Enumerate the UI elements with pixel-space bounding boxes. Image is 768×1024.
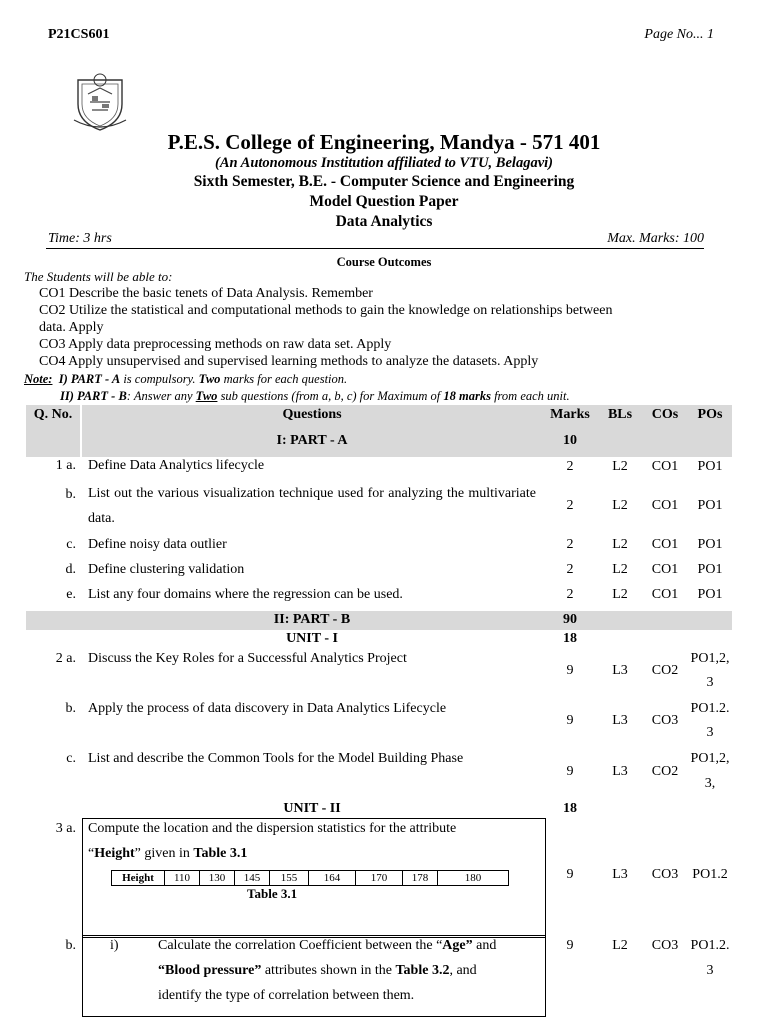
table-cell: 110 — [165, 871, 200, 886]
part-b-title: II: PART - B — [273, 612, 351, 627]
note-part-a: I) PART - A — [58, 372, 121, 386]
page-number: Page No... 1 — [644, 27, 714, 42]
question-text: Discuss the Key Roles for a Successful Analytics Project — [88, 651, 407, 666]
question-text-line2 — [88, 841, 247, 866]
semester-line: Sixth Semester, B.E. - Computer Science and Engineering — [193, 173, 575, 190]
attribute-name: Age” — [442, 938, 473, 953]
table-row — [112, 871, 509, 886]
question-text: Define noisy data outlier — [88, 537, 227, 552]
question-bl: L2 — [612, 938, 628, 953]
question-co: CO3 — [651, 938, 679, 953]
note-label: Note: — [24, 372, 53, 386]
question-marks: 2 — [566, 562, 574, 577]
question-text: Calculate the correlation Coefficient between the “ — [158, 938, 443, 953]
question-po: PO1.2. — [690, 938, 730, 953]
unit-1-marks: 18 — [563, 631, 577, 646]
question-po: PO1 — [697, 537, 723, 552]
question-po: PO1 — [697, 587, 723, 602]
question-po: PO1 — [697, 562, 723, 577]
note-text: is compulsory. — [120, 372, 199, 386]
question-text-line1 — [158, 933, 536, 958]
question-po: 3, — [704, 776, 716, 791]
header-marks: Marks — [550, 407, 590, 422]
question-bl: L2 — [612, 498, 628, 513]
header-questions: Questions — [282, 407, 342, 422]
exam-time: Time: 3 hrs — [48, 231, 112, 246]
question-bl: L3 — [612, 713, 628, 728]
attribute-name: Height — [94, 846, 135, 861]
question-number: c. — [66, 537, 76, 552]
question-co: CO2 — [651, 764, 679, 779]
question-po: PO1 — [697, 498, 723, 513]
subject-title: Data Analytics — [335, 213, 433, 230]
unit-1-title: UNIT - I — [286, 631, 338, 646]
question-number: c. — [66, 751, 76, 766]
question-po: 3 — [706, 963, 714, 978]
question-marks: 2 — [566, 587, 574, 602]
question-co: CO1 — [651, 537, 679, 552]
question-number: d. — [65, 562, 76, 577]
unit-2-marks: 18 — [563, 801, 577, 816]
question-co: CO1 — [651, 587, 679, 602]
question-number: b. — [65, 701, 76, 716]
question-bl: L3 — [612, 764, 628, 779]
question-co: CO1 — [651, 459, 679, 474]
table-cell: 180 — [438, 871, 509, 886]
question-text: and — [472, 938, 497, 953]
note-emph: 18 marks — [443, 389, 491, 403]
question-co: CO1 — [651, 498, 679, 513]
question-text: Define clustering validation — [88, 562, 245, 577]
question-text: , and — [449, 963, 477, 978]
note-text: sub questions (from a, b, c) for Maximum of — [217, 389, 444, 403]
table-reference: Table 3.1 — [193, 846, 248, 861]
question-text: Define Data Analytics lifecycle — [88, 458, 265, 473]
question-number: 1 a. — [55, 458, 76, 473]
question-bl: L3 — [612, 867, 628, 882]
note-line-2 — [60, 389, 570, 404]
header-qno: Q. No. — [33, 407, 73, 422]
question-bl: L2 — [612, 459, 628, 474]
question-marks: 9 — [566, 867, 574, 882]
table-reference: Table 3.2 — [395, 963, 450, 978]
table-cell: 178 — [403, 871, 438, 886]
question-marks: 9 — [566, 663, 574, 678]
table-caption: Table 3.1 — [247, 886, 298, 901]
question-number: b. — [65, 938, 76, 953]
question-text-line2 — [158, 958, 536, 983]
note-line-1 — [24, 372, 347, 387]
part-a-title: I: PART - A — [276, 433, 348, 448]
question-bl: L2 — [612, 587, 628, 602]
question-text: List out the various visualization technique used for analyzing the multivariate data. — [88, 486, 536, 526]
note-text: from each unit. — [490, 389, 570, 403]
table-cell: 155 — [270, 871, 309, 886]
question-po: PO1 — [697, 459, 723, 474]
unit-2-title: UNIT - II — [283, 801, 341, 816]
question-po: 3 — [706, 675, 714, 690]
question-bl: L3 — [612, 663, 628, 678]
height-table — [111, 870, 509, 886]
affiliation: (An Autonomous Institution affiliated to VTU, Belagavi) — [215, 155, 553, 171]
note-text: : Answer any — [126, 389, 196, 403]
question-number: b. — [65, 487, 76, 502]
outcome-item: CO3 Apply data preprocessing methods on raw data set. Apply — [39, 337, 392, 352]
outcome-item: CO2 Utilize the statistical and computational methods to gain the knowledge on relationships between — [39, 303, 613, 318]
question-marks: 2 — [566, 459, 574, 474]
part-a-marks: 10 — [563, 433, 577, 448]
header-divider — [46, 248, 704, 249]
note-emph: Two — [198, 372, 221, 386]
question-po: PO1,2, — [690, 751, 730, 766]
question-number: e. — [66, 587, 76, 602]
max-marks: Max. Marks: 100 — [607, 231, 704, 246]
note-emph: Two — [195, 389, 218, 403]
question-text: List and describe the Common Tools for the Model Building Phase — [88, 751, 464, 766]
table-cell: 145 — [235, 871, 270, 886]
college-name: P.E.S. College of Engineering, Mandya - 571 401 — [167, 130, 601, 154]
question-number: 2 a. — [55, 651, 76, 666]
note-part-b: II) PART - B — [60, 389, 127, 403]
question-po: PO1.2. — [690, 701, 730, 716]
question-co: CO2 — [651, 663, 679, 678]
paper-type: Model Question Paper — [309, 193, 459, 210]
question-text: List any four domains where the regression can be used. — [88, 587, 403, 602]
header-pos: POs — [697, 407, 723, 422]
question-bl: L2 — [612, 537, 628, 552]
quote-mark: “ — [88, 846, 95, 861]
question-marks: 2 — [566, 537, 574, 552]
question-marks: 2 — [566, 498, 574, 513]
table-cell: 164 — [309, 871, 356, 886]
question-bl: L2 — [612, 562, 628, 577]
paper-code: P21CS601 — [48, 27, 110, 42]
course-outcomes-title: Course Outcomes — [336, 255, 432, 269]
table-cell: 130 — [200, 871, 235, 886]
question-co: CO3 — [651, 713, 679, 728]
table-cell: 170 — [356, 871, 403, 886]
attribute-name: “Blood pressure” — [158, 963, 262, 978]
table-cell: Height — [112, 871, 165, 886]
question-text: attributes shown in the — [261, 963, 396, 978]
question-text: ” given in — [134, 846, 194, 861]
outcome-item: data. Apply — [39, 320, 104, 335]
question-marks: 9 — [566, 713, 574, 728]
question-po: PO1,2, — [690, 651, 730, 666]
outcome-item: CO1 Describe the basic tenets of Data Analysis. Remember — [39, 286, 373, 301]
question-text: Apply the process of data discovery in Data Analytics Lifecycle — [88, 701, 447, 716]
header-bls: BLs — [607, 407, 633, 422]
question-marks: 9 — [566, 764, 574, 779]
question-co: CO1 — [651, 562, 679, 577]
note-text: marks for each question. — [220, 372, 348, 386]
question-po: PO1.2 — [692, 867, 728, 882]
header-cos: COs — [651, 407, 679, 422]
outcomes-intro: The Students will be able to: — [24, 269, 173, 284]
part-b-marks: 90 — [563, 612, 577, 627]
question-text: Compute the location and the dispersion statistics for the attribute — [88, 821, 457, 836]
outcome-item: CO4 Apply unsupervised and supervised learning methods to analyze the datasets. Apply — [39, 354, 539, 369]
sub-question-number: i) — [110, 938, 119, 953]
question-marks: 9 — [566, 938, 574, 953]
question-number: 3 a. — [55, 821, 76, 836]
college-seal-logo — [70, 70, 130, 132]
question-po: 3 — [706, 725, 714, 740]
question-text: identify the type of correlation between them. — [158, 988, 415, 1003]
question-co: CO3 — [651, 867, 679, 882]
